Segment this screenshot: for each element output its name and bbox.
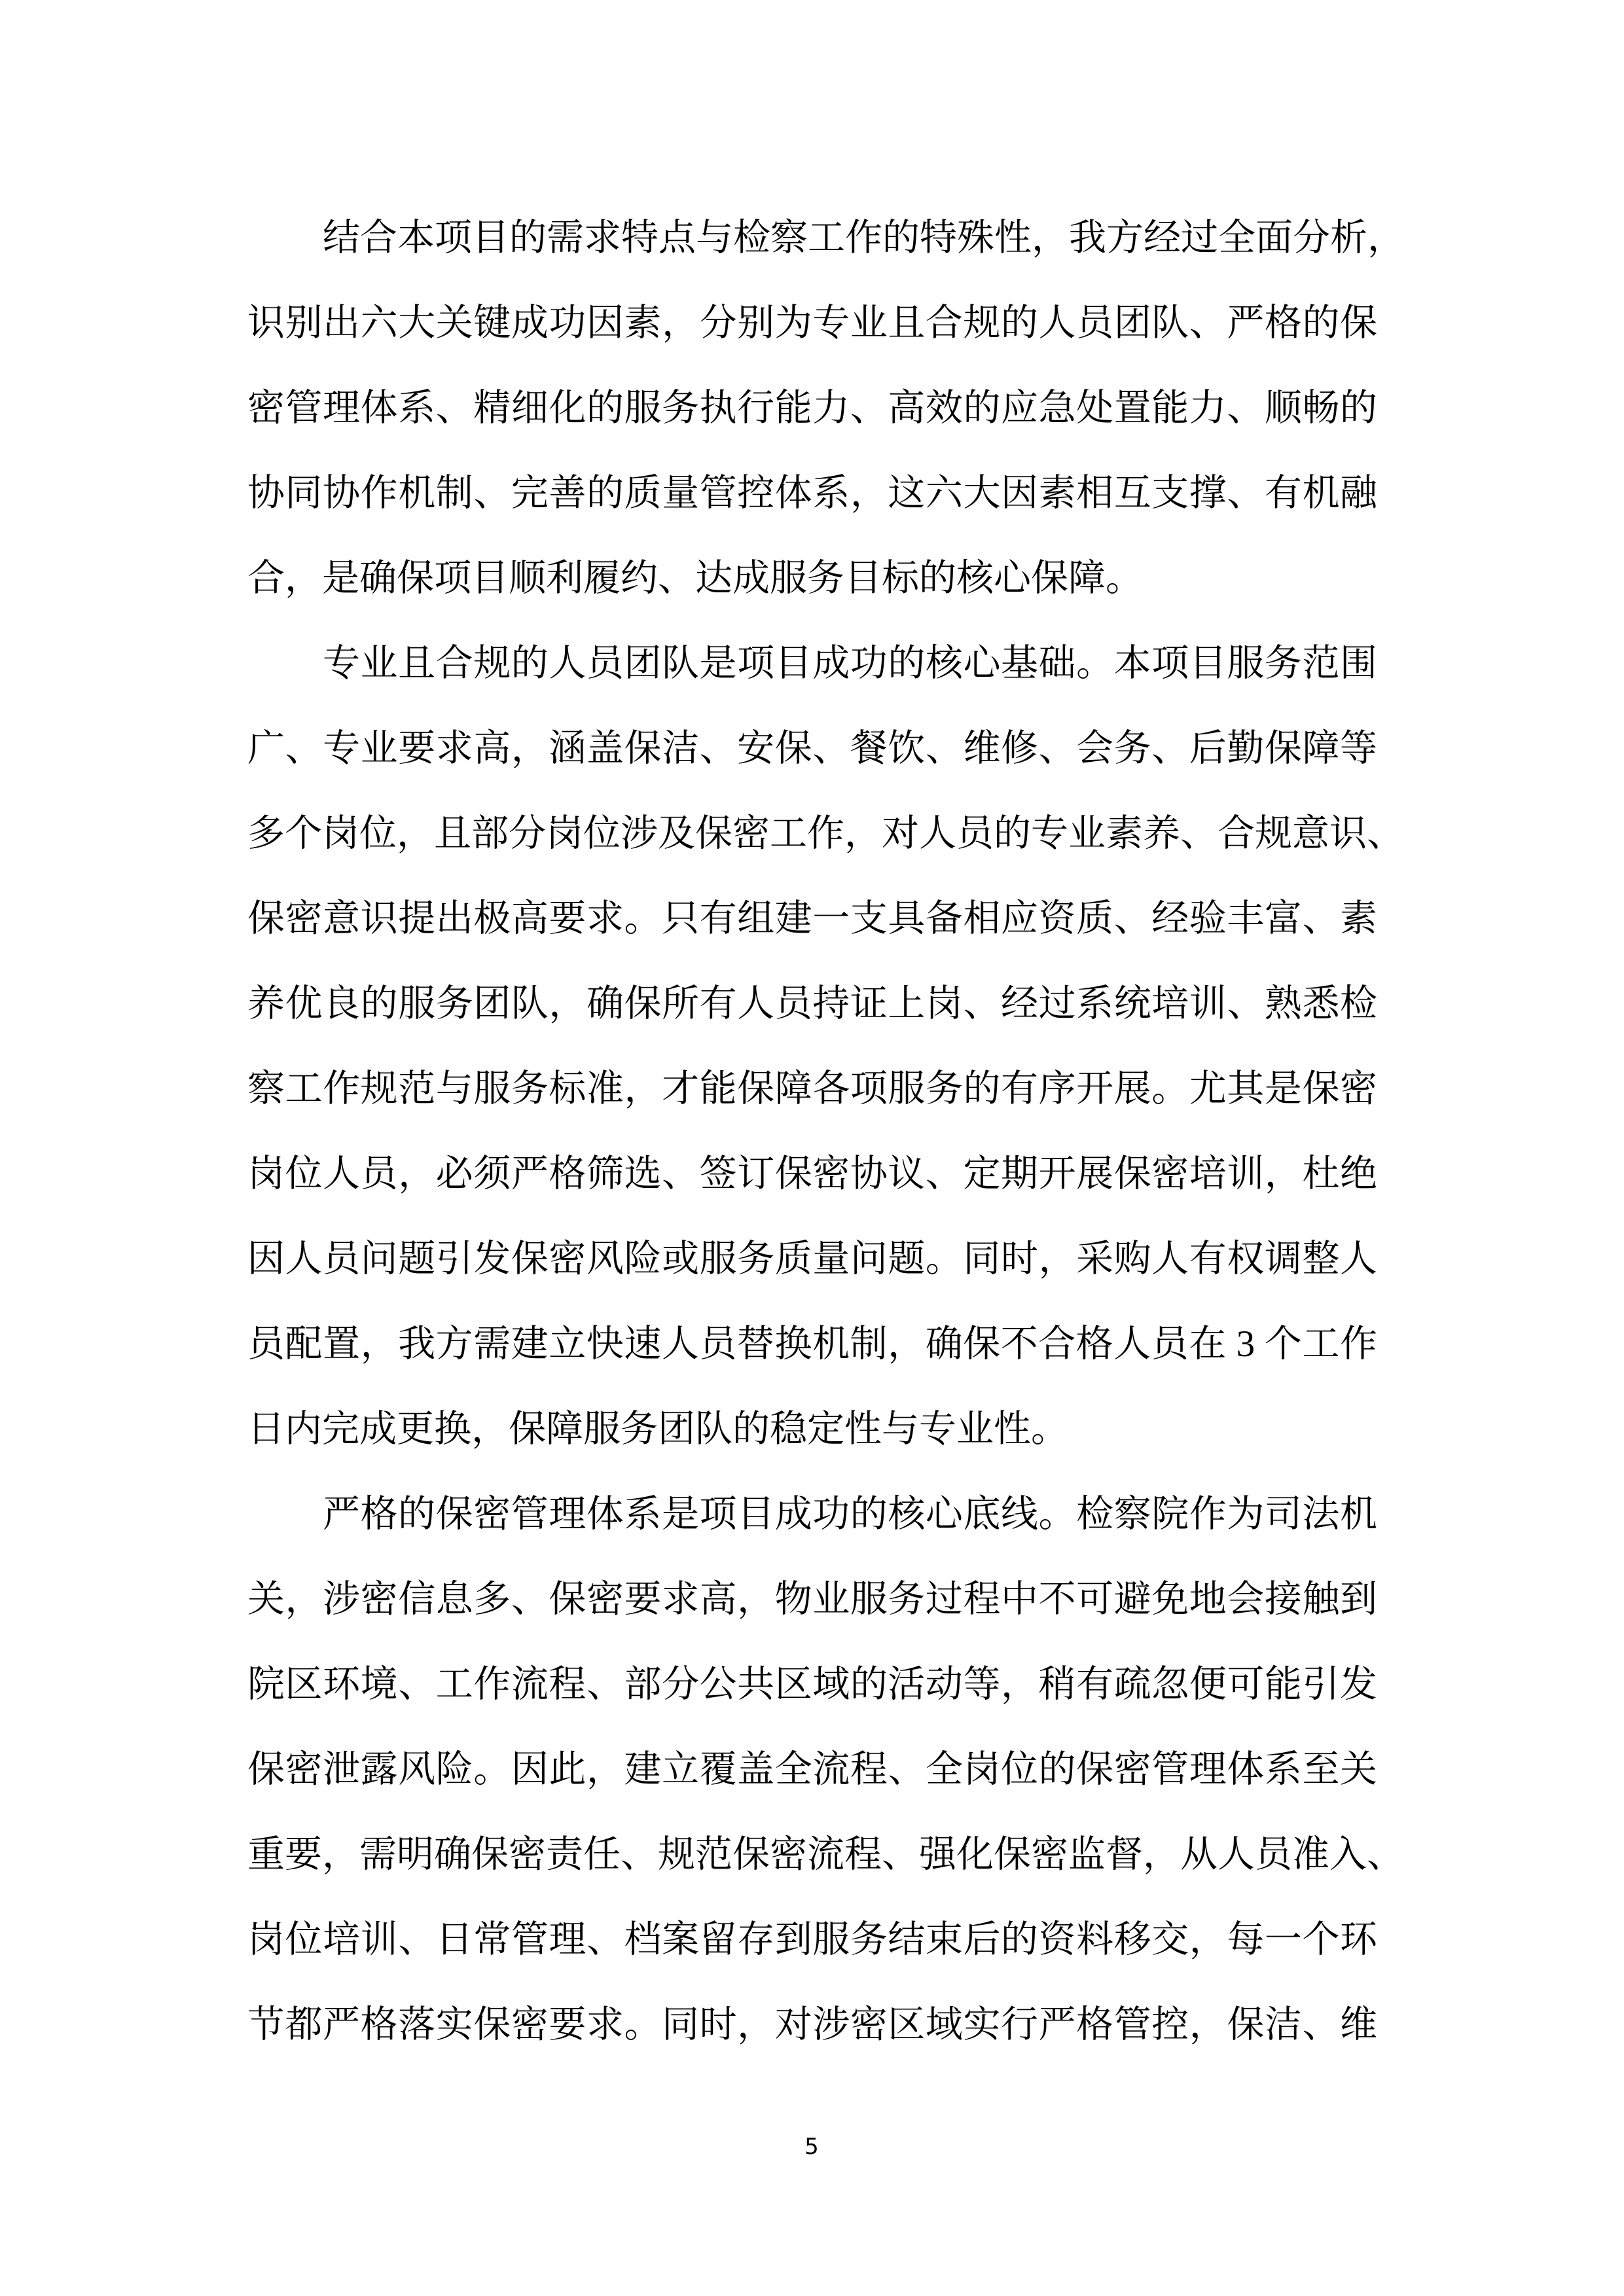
paragraph-line: 关，涉密信息多、保密要求高，物业服务过程中不可避免地会接触到 [247,1579,1377,1620]
paragraph-line: 协同协作机制、完善的质量管控体系，这六大因素相互支撑、有机融 [247,473,1377,514]
paragraph-line: 密管理体系、精细化的服务执行能力、高效的应急处置能力、顺畅的 [247,387,1377,429]
paragraph-line: 广、专业要求高，涵盖保洁、安保、餐饮、维修、会务、后勤保障等 [247,728,1377,769]
paragraph-line: 专业且合规的人员团队是项目成功的核心基础。本项目服务范围 [323,643,1377,684]
page-number: 5 [804,2134,819,2160]
paragraph-line: 结合本项目的需求特点与检察工作的特殊性，我方经过全面分析， [323,217,1405,259]
paragraph-line: 识别出六大关键成功因素，分别为专业且合规的人员团队、严格的保 [247,302,1377,344]
paragraph-line: 保密泄露风险。因此，建立覆盖全流程、全岗位的保密管理体系至关 [247,1749,1377,1790]
paragraph-line: 严格的保密管理体系是项目成功的核心底线。检察院作为司法机 [323,1494,1377,1535]
paragraph-line: 保密意识提出极高要求。只有组建一支具备相应资质、经验丰富、素 [247,898,1377,939]
paragraph-line: 日内完成更换，保障服务团队的稳定性与专业性。 [247,1408,1068,1450]
paragraph-line: 院区环境、工作流程、部分公共区域的活动等，稍有疏忽便可能引发 [247,1664,1377,1705]
paragraph-line: 员配置，我方需建立快速人员替换机制，确保不合格人员在 3 个工作 [247,1323,1377,1365]
paragraph-line: 重要，需明确保密责任、规范保密流程、强化保密监督，从人员准入、 [247,1834,1404,1875]
paragraph-line: 养优良的服务团队，确保所有人员持证上岗、经过系统培训、熟悉检 [247,983,1377,1024]
paragraph-line: 多个岗位，且部分岗位涉及保密工作，对人员的专业素养、合规意识、 [247,813,1404,854]
paragraph-line: 因人员问题引发保密风险或服务质量问题。同时，采购人有权调整人 [247,1238,1377,1280]
paragraph-line: 察工作规范与服务标准，才能保障各项服务的有序开展。尤其是保密 [247,1068,1377,1109]
paragraph-line: 岗位人员，必须严格筛选、签订保密协议、定期开展保密培训，杜绝 [247,1153,1377,1194]
paragraph-line: 合，是确保项目顺利履约、达成服务目标的核心保障。 [247,558,1143,599]
paragraph-line: 岗位培训、日常管理、档案留存到服务结束后的资料移交，每一个环 [247,1919,1377,1960]
paragraph-line: 节都严格落实保密要求。同时，对涉密区域实行严格管控，保洁、维 [247,2004,1377,2045]
